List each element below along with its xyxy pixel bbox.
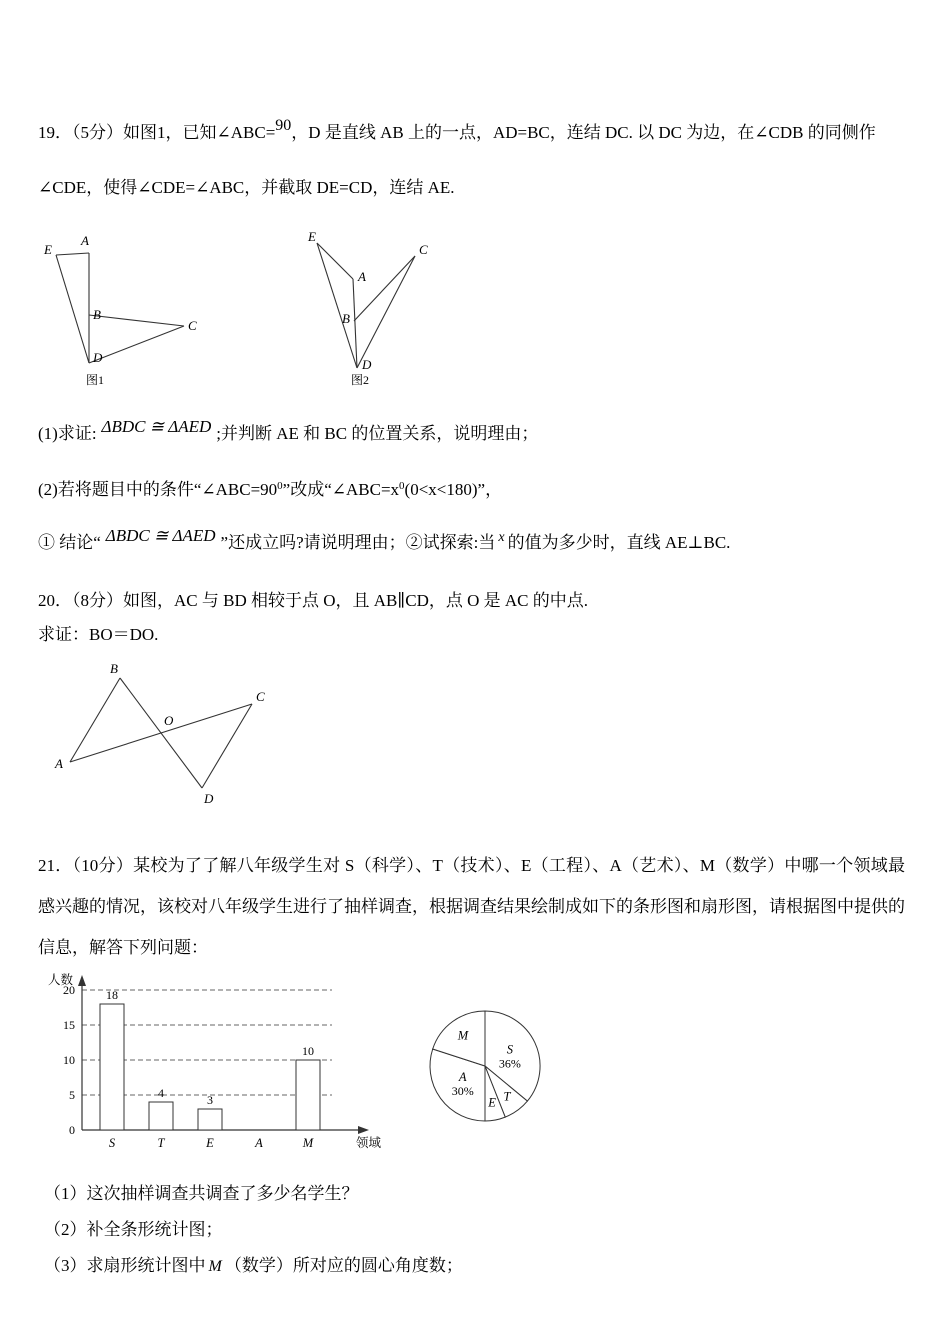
point-label: B <box>93 307 101 322</box>
pie-chart-wrap <box>410 994 570 1147</box>
point-label: A <box>55 756 63 771</box>
degree-sup: 0 <box>277 480 283 492</box>
svg-text:A: A <box>255 1136 263 1150</box>
q19-statement-rest: ，D 是直线 AB 上的一点，AD=BC，连结 DC. 以 DC 为边，在∠CDB 的同侧作∠CDE，使得∠CDE=∠ABC，并截取 DE=CD，连结 AE. <box>38 123 876 197</box>
q20-statement: 20．（8分）如图，AC 与 BD 相较于点 O，且 AB∥CD，点 O 是 AC 的中点. <box>38 591 588 610</box>
q21-sub3-post: （数学）所对应的圆心角度数； <box>224 1256 463 1275</box>
svg-text:4: 4 <box>158 1086 164 1100</box>
x-variable: x <box>498 530 505 545</box>
svg-text:M: M <box>302 1136 314 1150</box>
figure-20-lines <box>70 678 252 788</box>
figure-1-caption: 图1 <box>86 373 105 387</box>
q19-part2-mid: ”改成“∠ABC=x <box>282 480 400 499</box>
point-label: D <box>362 357 372 372</box>
figure-2-lines <box>317 243 415 368</box>
figure-2-caption: 图2 <box>351 373 370 387</box>
q21-charts <box>44 970 905 1158</box>
q21-sub3-pre: （3）求扇形统计图中 <box>44 1256 206 1275</box>
q19-angle-value: 90 <box>275 117 292 134</box>
q19-statement-pre: 19．（5分）如图1，已知∠ABC= <box>38 123 276 142</box>
svg-text:T: T <box>157 1136 165 1150</box>
svg-text:18: 18 <box>106 988 118 1002</box>
point-label: D <box>204 791 214 806</box>
q19-figures <box>42 231 905 399</box>
degree-sup: 0 <box>399 480 405 492</box>
svg-text:30%: 30% <box>451 1084 474 1099</box>
q21-sub2: （2）补全条形统计图； <box>44 1220 223 1239</box>
q19-part1-pre: (1)求证: <box>38 424 97 443</box>
q19-part2 <box>38 469 905 507</box>
q19-statement <box>38 98 905 215</box>
point-label: E <box>44 242 52 257</box>
q19-figure-1 <box>42 231 257 399</box>
point-label: A <box>358 269 366 284</box>
point-label: B <box>342 311 350 326</box>
point-label: E <box>308 231 316 244</box>
q19-part3-post: 的值为多少时，直线 AE⊥BC. <box>507 533 731 552</box>
svg-text:E: E <box>488 1095 496 1110</box>
figure-1-lines <box>56 253 184 363</box>
q19-part3-pre: ① 结论“ <box>38 533 101 552</box>
congruence-formula: ΔBDC ≅ ΔAED <box>101 417 212 436</box>
svg-text:T: T <box>503 1089 511 1104</box>
pie-chart <box>410 994 570 1142</box>
svg-text:10: 10 <box>63 1053 75 1067</box>
q19-part3 <box>38 521 905 560</box>
q21-sub3 <box>44 1248 905 1285</box>
point-label: C <box>419 242 428 257</box>
svg-text:S: S <box>108 1136 116 1150</box>
q19-part3-mid: ”还成立吗?请说明理由；②试探索:当 <box>220 533 496 552</box>
svg-text:36%: 36% <box>498 1056 521 1071</box>
point-label: A <box>81 233 89 248</box>
svg-text:15: 15 <box>63 1018 75 1032</box>
bar-chart <box>44 970 396 1158</box>
point-label: C <box>256 689 265 704</box>
q19-figure-2 <box>301 231 466 399</box>
svg-text:20: 20 <box>63 983 75 997</box>
svg-text:人数: 人数 <box>47 973 73 987</box>
point-label: D <box>93 350 103 365</box>
q20-prove: 求证：BO＝DO. <box>38 625 159 644</box>
svg-text:0: 0 <box>69 1123 75 1137</box>
m-variable: M <box>208 1258 222 1275</box>
svg-text:S: S <box>506 1042 514 1057</box>
svg-text:E: E <box>206 1136 214 1150</box>
congruence-formula: ΔBDC ≅ ΔAED <box>105 526 216 545</box>
svg-text:A: A <box>458 1070 467 1085</box>
svg-text:5: 5 <box>69 1088 75 1102</box>
q19-part2-pre: (2)若将题目中的条件“∠ABC=90 <box>38 480 278 499</box>
q21-sub1: （1）这次抽样调查共调查了多少名学生？ <box>44 1184 359 1203</box>
point-label: B <box>110 661 118 676</box>
q19-part1-post: ;并判断 AE 和 BC 的位置关系，说明理由； <box>216 424 539 443</box>
svg-text:领域: 领域 <box>356 1136 382 1150</box>
svg-text:3: 3 <box>207 1093 213 1107</box>
q19-part2-post: (0<x<180)”， <box>404 480 503 499</box>
point-label: C <box>188 318 197 333</box>
q21-statement: 21．（10分）某校为了了解八年级学生对 S（科学）、T（技术）、E（工程）、A（艺术）、M（数学）中哪一个领域最感兴趣的情况，该校对八年级学生进行了抽样调查，根据调查结果绘制成如下的条形图和扇形图，请根据图中提供的信息，解答下列问题： <box>38 856 905 957</box>
svg-text:10: 10 <box>302 1044 314 1058</box>
point-label: O <box>164 713 174 728</box>
q19-part1 <box>38 417 905 451</box>
svg-text:M: M <box>457 1028 469 1043</box>
q20-figure <box>52 660 297 810</box>
